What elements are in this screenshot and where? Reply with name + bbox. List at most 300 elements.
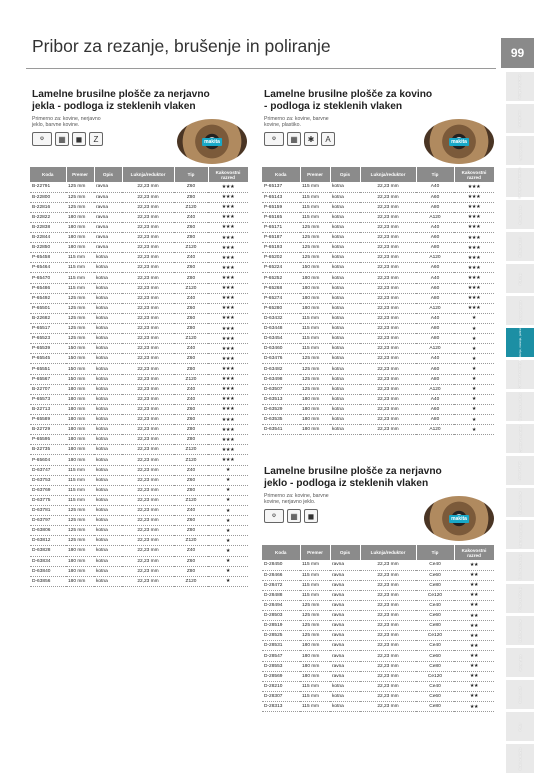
- cell-type: Z120: [174, 576, 208, 586]
- side-tab[interactable]: [506, 200, 534, 229]
- cell-quality: ★★★: [208, 384, 248, 394]
- column-header-quality: Kakovostni razred: [454, 545, 494, 560]
- cell-description: kotna: [330, 233, 360, 243]
- cell-description: ravna: [94, 202, 122, 212]
- cell-bore: 22,23 mm: [360, 293, 416, 303]
- table-row: [30, 243, 248, 253]
- side-tab[interactable]: [506, 744, 534, 773]
- cell-quality: ★★★: [454, 263, 494, 273]
- cell-bore: 22,23 mm: [360, 243, 416, 253]
- cell-description: kotna: [330, 263, 360, 273]
- cell-description: kotna: [330, 273, 360, 283]
- cell-type: Ce60: [416, 651, 454, 661]
- side-tab-label: Brušenje kovin: [518, 236, 522, 257]
- cell-quality: ★: [208, 576, 248, 586]
- column-header-code: Koda: [262, 167, 300, 182]
- cell-type: Ce80: [416, 661, 454, 671]
- cell-description: kotna: [330, 425, 360, 435]
- side-tab[interactable]: [506, 488, 534, 517]
- cell-description: kotna: [94, 273, 122, 283]
- cell-code: D-28525: [262, 631, 300, 641]
- cell-code: D-63769: [30, 485, 66, 495]
- cell-type: A60: [416, 192, 454, 202]
- cell-code: P-65470: [30, 273, 66, 283]
- cell-bore: 22,23 mm: [122, 324, 174, 334]
- cell-diameter: 180 mm: [300, 415, 330, 425]
- side-tab[interactable]: [506, 168, 534, 197]
- cell-type: Z80: [174, 425, 208, 435]
- cell-code: B-22844: [30, 233, 66, 243]
- cell-code: P-65458: [30, 253, 66, 263]
- cell-diameter: 115 mm: [300, 202, 330, 212]
- cell-diameter: 125 mm: [66, 506, 94, 516]
- cell-diameter: 180 mm: [300, 293, 330, 303]
- cell-quality: ★★: [454, 560, 494, 570]
- cell-description: kotna: [94, 526, 122, 536]
- cell-bore: 22,23 mm: [122, 313, 174, 323]
- cell-quality: ★: [208, 536, 248, 546]
- table-row: [262, 233, 494, 243]
- cell-bore: 22,23 mm: [360, 344, 416, 354]
- cell-description: kotna: [330, 243, 360, 253]
- cell-diameter: 150 mm: [66, 374, 94, 384]
- column-header-description: Opis: [330, 545, 360, 560]
- cell-description: kotna: [94, 495, 122, 505]
- cell-bore: 22,23 mm: [360, 334, 416, 344]
- cell-code: D-63806: [30, 526, 66, 536]
- cell-quality: ★★★: [208, 334, 248, 344]
- cell-quality: ★: [454, 415, 494, 425]
- cell-quality: ★★★: [454, 202, 494, 212]
- cell-quality: ★★★: [208, 303, 248, 313]
- table-row: [30, 465, 248, 475]
- cell-code: P-65523: [30, 334, 66, 344]
- cell-description: kotna: [94, 283, 122, 293]
- cell-type: Z80: [174, 364, 208, 374]
- cell-quality: ★★★: [208, 233, 248, 243]
- cell-diameter: 180 mm: [300, 404, 330, 414]
- table-row: [262, 671, 494, 681]
- cell-description: kotna: [94, 253, 122, 263]
- table-row: [262, 263, 494, 273]
- side-tab[interactable]: [506, 648, 534, 677]
- cell-code: P-65486: [30, 283, 66, 293]
- cell-code: D-63448: [262, 324, 300, 334]
- cell-bore: 22,23 mm: [122, 364, 174, 374]
- cell-diameter: 115 mm: [66, 495, 94, 505]
- cell-bore: 22,23 mm: [360, 222, 416, 232]
- side-tab-label: Rezanje kovin: [518, 141, 522, 160]
- side-tab[interactable]: [506, 360, 534, 389]
- cell-bore: 22,23 mm: [360, 702, 416, 712]
- table-row: [30, 516, 248, 526]
- cell-description: kotna: [330, 344, 360, 354]
- brand-logo: makita: [451, 515, 467, 522]
- cell-description: kotna: [94, 485, 122, 495]
- cell-diameter: 180 mm: [66, 455, 94, 465]
- cell-bore: 22,23 mm: [122, 536, 174, 546]
- cell-bore: 22,23 mm: [360, 661, 416, 671]
- cell-quality: ★: [454, 344, 494, 354]
- cell-code: P-65165: [262, 212, 300, 222]
- side-tab[interactable]: [506, 104, 534, 133]
- cell-bore: 22,23 mm: [122, 303, 174, 313]
- cell-type: A120: [416, 344, 454, 354]
- cell-bore: 22,23 mm: [122, 455, 174, 465]
- table-row: [30, 556, 248, 566]
- brand-logo: makita: [204, 138, 220, 145]
- cell-quality: ★★★: [454, 182, 494, 192]
- cell-code: P-65274: [262, 293, 300, 303]
- cell-diameter: 180 mm: [66, 556, 94, 566]
- cell-type: Ce40: [416, 560, 454, 570]
- cell-code: P-65268: [262, 283, 300, 293]
- cell-diameter: 125 mm: [66, 202, 94, 212]
- cell-diameter: 125 mm: [66, 182, 94, 192]
- cell-code: P-65517: [30, 324, 66, 334]
- cell-code: P-65604: [30, 455, 66, 465]
- cell-quality: ★★★: [208, 273, 248, 283]
- side-tab-label: Zaščitna oprema: [518, 619, 522, 642]
- side-tab-label: Pribor za žage: [518, 460, 522, 481]
- cell-quality: ★★★: [208, 394, 248, 404]
- cell-bore: 22,23 mm: [360, 192, 416, 202]
- cell-code: D-63535: [262, 415, 300, 425]
- side-tab-label: Pribor za vijačenje: [517, 522, 522, 547]
- cell-diameter: 115 mm: [66, 465, 94, 475]
- cell-bore: 22,23 mm: [360, 580, 416, 590]
- cell-diameter: 115 mm: [300, 324, 330, 334]
- cell-diameter: 115 mm: [300, 192, 330, 202]
- cell-quality: ★: [454, 334, 494, 344]
- column-header-description: Opis: [94, 167, 122, 182]
- cell-diameter: 125 mm: [66, 516, 94, 526]
- cell-diameter: 180 mm: [66, 243, 94, 253]
- cell-description: ravna: [330, 621, 360, 631]
- steel-icon: ◼: [304, 509, 318, 523]
- cell-bore: 22,23 mm: [360, 212, 416, 222]
- cell-bore: 22,23 mm: [360, 560, 416, 570]
- cell-type: Z120: [174, 283, 208, 293]
- cell-quality: ★: [208, 506, 248, 516]
- section-title-line2: jekla - podloga iz steklenih vlaken: [32, 100, 196, 112]
- cell-bore: 22,23 mm: [122, 222, 174, 232]
- cell-description: kotna: [330, 681, 360, 691]
- cell-type: Ce80: [416, 580, 454, 590]
- cell-type: A40: [416, 222, 454, 232]
- cell-bore: 22,23 mm: [360, 263, 416, 273]
- cell-description: ravna: [330, 580, 360, 590]
- steel-icon: ◼: [72, 132, 86, 146]
- cell-diameter: 125 mm: [300, 384, 330, 394]
- side-tab[interactable]: [506, 712, 534, 741]
- side-tab[interactable]: [506, 424, 534, 453]
- cell-description: kotna: [330, 303, 360, 313]
- column-header-quality: Kakovostni razred: [208, 167, 248, 182]
- cell-description: kotna: [330, 293, 360, 303]
- cell-type: Z60: [174, 222, 208, 232]
- table-stainless-b: [262, 545, 495, 712]
- cell-diameter: 115 mm: [300, 560, 330, 570]
- table-row: [30, 576, 248, 586]
- cell-quality: ★★★: [208, 425, 248, 435]
- cell-code: D-28466: [262, 570, 300, 580]
- cell-diameter: 115 mm: [66, 283, 94, 293]
- cell-bore: 22,23 mm: [122, 526, 174, 536]
- cell-diameter: 115 mm: [66, 253, 94, 263]
- side-tab[interactable]: [506, 680, 534, 709]
- cell-bore: 22,23 mm: [360, 671, 416, 681]
- table-row: [30, 293, 248, 303]
- cell-code: P-65280: [262, 303, 300, 313]
- cell-code: P-65252: [262, 273, 300, 283]
- cell-bore: 22,23 mm: [360, 384, 416, 394]
- cell-quality: ★: [208, 516, 248, 526]
- cell-description: kotna: [330, 374, 360, 384]
- cell-diameter: 115 mm: [66, 273, 94, 283]
- side-tab[interactable]: [506, 324, 534, 361]
- table-row: [262, 425, 494, 435]
- cell-code: D-28313: [262, 702, 300, 712]
- column-header-diameter: Premer: [300, 167, 330, 182]
- side-tab-label: Oprema za stružnice: [518, 392, 522, 421]
- table-row: [30, 546, 248, 556]
- side-tab-label: Rezanje v gradbeništvu: [518, 166, 523, 199]
- cell-quality: ★★: [454, 621, 494, 631]
- table-row: [30, 394, 248, 404]
- cell-type: Ce40: [416, 600, 454, 610]
- side-tab[interactable]: [506, 72, 534, 101]
- side-tab[interactable]: [506, 264, 534, 293]
- cell-quality: ★★: [454, 651, 494, 661]
- suitability-label: Primerno za: kovine, barvne: [264, 116, 329, 122]
- cell-quality: ★★★: [208, 354, 248, 364]
- cell-bore: 22,23 mm: [360, 570, 416, 580]
- cell-type: Z60: [174, 404, 208, 414]
- table-row: [262, 590, 494, 600]
- cell-quality: ★★: [454, 570, 494, 580]
- cell-diameter: 125 mm: [300, 631, 330, 641]
- cell-bore: 22,23 mm: [360, 324, 416, 334]
- cell-bore: 22,23 mm: [122, 243, 174, 253]
- cell-bore: 22,23 mm: [360, 600, 416, 610]
- table-metal: [262, 167, 495, 435]
- cell-quality: ★★: [454, 691, 494, 701]
- cell-diameter: 180 mm: [300, 425, 330, 435]
- cell-code: B-22838: [30, 222, 66, 232]
- side-tab[interactable]: [506, 552, 534, 581]
- side-tab[interactable]: [506, 616, 534, 645]
- side-tab[interactable]: [506, 520, 534, 549]
- cell-bore: 22,23 mm: [360, 202, 416, 212]
- cell-type: Ce120: [416, 671, 454, 681]
- cell-diameter: 125 mm: [300, 243, 330, 253]
- table-row: [262, 374, 494, 384]
- cell-description: ravna: [330, 590, 360, 600]
- cell-quality: ★: [454, 364, 494, 374]
- cell-type: Z60: [174, 516, 208, 526]
- cell-diameter: 180 mm: [66, 445, 94, 455]
- cell-quality: ★★★: [208, 445, 248, 455]
- cell-diameter: 125 mm: [300, 364, 330, 374]
- cell-description: ravna: [94, 222, 122, 232]
- cell-description: kotna: [94, 546, 122, 556]
- cell-code: P-65137: [262, 182, 300, 192]
- cell-description: ravna: [330, 631, 360, 641]
- cell-type: A80: [416, 334, 454, 344]
- cell-bore: 22,23 mm: [360, 590, 416, 600]
- cell-code: B-22816: [30, 202, 66, 212]
- table-row: [262, 202, 494, 212]
- cell-quality: ★: [454, 425, 494, 435]
- page-number: 99: [501, 38, 534, 68]
- table-row: [30, 344, 248, 354]
- cell-bore: 22,23 mm: [122, 273, 174, 283]
- cell-bore: 22,23 mm: [360, 691, 416, 701]
- cell-code: D-28553: [262, 661, 300, 671]
- cell-type: A40: [416, 313, 454, 323]
- cell-quality: ★★★: [454, 283, 494, 293]
- cell-bore: 22,23 mm: [122, 233, 174, 243]
- cell-description: kotna: [330, 253, 360, 263]
- cell-quality: ★★: [454, 580, 494, 590]
- cell-quality: ★★★: [208, 222, 248, 232]
- cell-description: kotna: [94, 313, 122, 323]
- glass-fiber-icon: Z: [89, 132, 103, 146]
- cell-description: kotna: [330, 212, 360, 222]
- table-row: [30, 425, 248, 435]
- cell-diameter: 125 mm: [300, 621, 330, 631]
- side-tab[interactable]: [506, 136, 534, 165]
- cell-code: P-65567: [30, 374, 66, 384]
- cell-quality: ★★: [454, 702, 494, 712]
- table-row: [30, 212, 248, 222]
- cell-quality: ★: [454, 324, 494, 334]
- side-tab[interactable]: [506, 456, 534, 485]
- metal-icon: ▦: [55, 132, 69, 146]
- cell-description: kotna: [94, 354, 122, 364]
- table-row: [262, 691, 494, 701]
- cell-bore: 22,23 mm: [122, 546, 174, 556]
- side-tab[interactable]: [506, 584, 534, 613]
- cell-diameter: 125 mm: [300, 611, 330, 621]
- cell-type: A80: [416, 415, 454, 425]
- cell-type: Z120: [174, 495, 208, 505]
- cell-type: Ce120: [416, 590, 454, 600]
- cell-diameter: 115 mm: [300, 681, 330, 691]
- cell-diameter: 150 mm: [66, 364, 94, 374]
- cell-type: Z40: [174, 465, 208, 475]
- cell-bore: 22,23 mm: [360, 364, 416, 374]
- cell-quality: ★★★: [208, 182, 248, 192]
- metal-icon: ▦: [287, 132, 301, 146]
- cell-description: kotna: [94, 324, 122, 334]
- side-tab[interactable]: [506, 392, 534, 421]
- table-row: [262, 324, 494, 334]
- table-stainless-a: [30, 167, 249, 587]
- side-tab[interactable]: [506, 232, 534, 261]
- side-tab-label: Vrtalna dleta: [517, 654, 522, 671]
- cell-description: kotna: [94, 576, 122, 586]
- cell-code: D-63476: [262, 354, 300, 364]
- cell-description: kotna: [330, 364, 360, 374]
- cell-description: ravna: [330, 641, 360, 651]
- cell-diameter: 115 mm: [300, 212, 330, 222]
- cell-type: Z40: [174, 546, 208, 556]
- cell-diameter: 115 mm: [300, 313, 330, 323]
- cell-diameter: 125 mm: [66, 334, 94, 344]
- cell-quality: ★: [454, 374, 494, 384]
- cell-type: A60: [416, 283, 454, 293]
- cell-type: Z60: [174, 263, 208, 273]
- cell-quality: ★★★: [208, 415, 248, 425]
- cell-type: Z60: [174, 354, 208, 364]
- cell-code: B-22800: [30, 192, 66, 202]
- cell-description: ravna: [330, 651, 360, 661]
- cell-diameter: 180 mm: [66, 394, 94, 404]
- cell-type: A40: [416, 182, 454, 192]
- side-tab[interactable]: [506, 296, 534, 325]
- table-row: [30, 192, 248, 202]
- cell-type: Ce60: [416, 691, 454, 701]
- cell-type: Z60: [174, 303, 208, 313]
- cell-description: kotna: [330, 415, 360, 425]
- table-row: [30, 222, 248, 232]
- cell-code: D-63482: [262, 364, 300, 374]
- cell-diameter: 125 mm: [300, 233, 330, 243]
- cell-bore: 22,23 mm: [122, 283, 174, 293]
- flap-disc-image: [424, 119, 494, 164]
- cell-type: Z80: [174, 273, 208, 283]
- cell-quality: ★: [208, 526, 248, 536]
- table-row: [30, 445, 248, 455]
- cell-type: Z80: [174, 435, 208, 445]
- flap-disc-image: [177, 119, 247, 164]
- table-row: [30, 233, 248, 243]
- cell-type: Ce60: [416, 611, 454, 621]
- suitability-label: Primerno za: kovine, nerjavno: [32, 116, 101, 122]
- cell-quality: ★★: [454, 661, 494, 671]
- cell-diameter: 125 mm: [66, 303, 94, 313]
- cell-code: P-65595: [30, 435, 66, 445]
- cell-type: Ce40: [416, 641, 454, 651]
- cell-type: Ce80: [416, 621, 454, 631]
- cell-description: kotna: [94, 516, 122, 526]
- cell-quality: ★: [208, 566, 248, 576]
- cell-description: kotna: [94, 435, 122, 445]
- cell-code: D-28307: [262, 691, 300, 701]
- cell-description: ravna: [330, 671, 360, 681]
- table-row: [262, 570, 494, 580]
- table-row: [262, 600, 494, 610]
- cell-diameter: 180 mm: [300, 283, 330, 293]
- table-row: [30, 435, 248, 445]
- cell-diameter: 180 mm: [300, 661, 330, 671]
- column-header-bore: Luknja/reduktor: [360, 545, 416, 560]
- table-row: [30, 566, 248, 576]
- cell-description: ravna: [330, 661, 360, 671]
- cell-code: D-63498: [262, 374, 300, 384]
- cell-description: kotna: [330, 192, 360, 202]
- cell-code: B-22791: [30, 182, 66, 192]
- cell-code: D-63828: [30, 546, 66, 556]
- cell-quality: ★★: [454, 590, 494, 600]
- cell-bore: 22,23 mm: [360, 681, 416, 691]
- cell-code: P-65193: [262, 243, 300, 253]
- table-row: [262, 212, 494, 222]
- cell-diameter: 180 mm: [66, 233, 94, 243]
- cell-quality: ★: [208, 556, 248, 566]
